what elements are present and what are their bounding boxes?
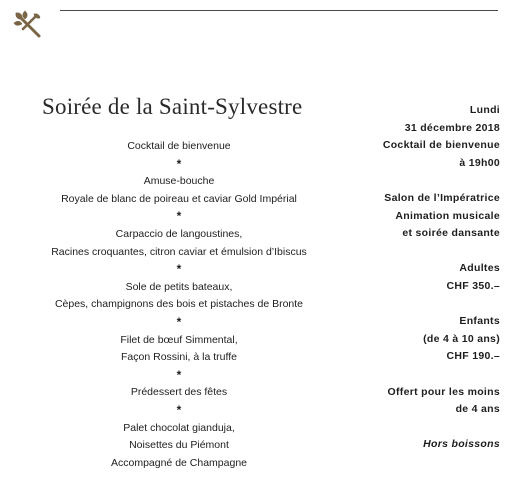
page-title: Soirée de la Saint-Sylvestre <box>42 94 303 119</box>
menu-separator: * <box>176 367 182 382</box>
menu-item: Sole de petits bateaux, <box>125 280 233 293</box>
menu-list <box>24 138 334 472</box>
adults-price: CHF 350.– <box>446 279 500 292</box>
event-date: 31 décembre 2018 <box>404 121 500 134</box>
menu-separator: * <box>176 314 182 329</box>
event-info <box>383 102 500 454</box>
adults-label: Adultes <box>459 262 500 275</box>
menu-item: Accompagné de Champagne <box>110 456 247 469</box>
drinks-note: Hors boissons <box>423 438 500 451</box>
cocktail-label: Cocktail de bienvenue <box>382 139 500 152</box>
cocktail-time: à 19h00 <box>459 156 500 169</box>
spacer <box>383 296 500 314</box>
menu-item: Façon Rossini, à la truffe <box>121 351 237 364</box>
spacer <box>383 243 500 261</box>
free-label-line-2: de 4 ans <box>455 403 500 416</box>
menu-separator: * <box>176 156 182 171</box>
menu-item: Palet chocolat gianduja, <box>123 421 235 434</box>
children-price: CHF 190.– <box>446 350 500 363</box>
menu-item: Cèpes, champignons des bois et pistaches de Bronte <box>54 298 304 311</box>
entertainment-line-2: et soirée dansante <box>402 227 500 240</box>
event-day: Lundi <box>469 104 500 116</box>
children-ages: (de 4 à 10 ans) <box>423 332 500 345</box>
spacer <box>383 366 500 384</box>
spacer <box>383 172 500 190</box>
menu-separator: * <box>176 209 182 224</box>
entertainment-line-1: Animation musicale <box>395 209 500 222</box>
menu-item: Racines croquantes, citron caviar et émulsion d’Ibiscus <box>51 245 307 258</box>
crossed-sprig-icon <box>13 10 43 40</box>
spacer <box>383 419 500 437</box>
menu-separator: * <box>176 262 182 277</box>
menu-separator: * <box>176 402 182 417</box>
top-rule <box>60 10 498 11</box>
free-label-line-1: Offert pour les moins <box>387 385 500 398</box>
menu-item: Prédessert des fêtes <box>130 386 228 399</box>
menu-item: Filet de bœuf Simmental, <box>120 333 238 346</box>
menu-item: Amuse-bouche <box>143 175 215 188</box>
menu-item: Noisettes du Piémont <box>129 439 229 452</box>
venue: Salon de l’Impératrice <box>384 191 500 204</box>
menu-item: Carpaccio de langoustines, <box>115 227 243 240</box>
children-label: Enfants <box>459 315 500 328</box>
menu-item: Royale de blanc de poireau et caviar Gold Impérial <box>61 192 297 205</box>
menu-item: Cocktail de bienvenue <box>127 140 231 152</box>
